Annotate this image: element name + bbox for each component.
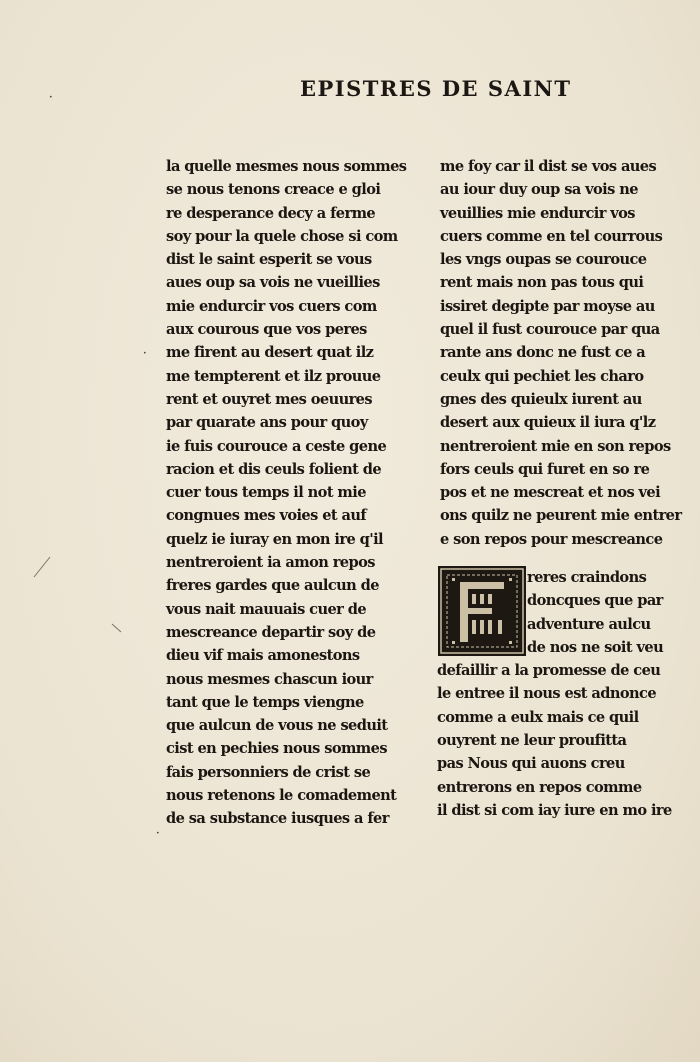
text-line: dieu vif mais amonestons	[166, 647, 360, 665]
text-line: congnues mes voies et auf	[166, 507, 367, 525]
text-line: freres gardes que aulcun de	[166, 577, 379, 595]
text-line: mescreance departir soy de	[166, 623, 376, 641]
text-line: de sa substance iusques a fer	[166, 810, 389, 828]
text-line: que aulcun de vous ne seduit	[166, 717, 388, 735]
text-line: fors ceuls qui furet en so re	[440, 460, 650, 478]
text-line: rante ans donc ne fust ce a	[440, 344, 646, 362]
text-line: ceulx qui pechiet les charo	[440, 367, 644, 385]
text-line: vous nait mauuais cuer de	[166, 600, 367, 618]
text-line: issiret degipte par moyse au	[440, 297, 655, 315]
text-line: comme a eulx mais ce quil	[437, 708, 639, 726]
text-line: e son repos pour mescreance	[440, 530, 663, 548]
text-line: cuer tous temps il not mie	[166, 484, 366, 502]
text-line: par quarate ans pour quoy	[166, 414, 368, 432]
text-line: se nous tenons creace e gloi	[166, 181, 381, 199]
text-line: me tempterent et ilz prouue	[166, 367, 381, 385]
text-line: pos et ne mescreat et nos vei	[440, 484, 661, 502]
text-line: rent et ouyret mes oeuures	[166, 390, 372, 408]
text-line: adventure aulcu	[527, 615, 651, 633]
text-line: racion et dis ceuls folient de	[166, 460, 382, 478]
text-line: la quelle mesmes nous sommes	[166, 158, 407, 175]
text-line: gnes des quieulx iurent au	[440, 390, 642, 408]
text-line: fais personniers de crist se	[166, 763, 371, 781]
text-line: me foy car il dist se vos aues	[440, 158, 657, 175]
text-line: cist en pechies nous sommes	[166, 740, 387, 758]
margin-speck: •	[143, 350, 147, 357]
text-line: rent mais non pas tous qui	[440, 274, 644, 292]
right-text-column-top	[440, 155, 680, 551]
running-head: EPISTRES DE SAINT	[300, 76, 572, 101]
text-line: entrerons en repos comme	[437, 778, 642, 796]
text-line: desert aux quieux il iura q'lz	[440, 414, 656, 432]
text-line: il dist si com iay iure en mo ire	[437, 801, 672, 819]
text-line: nentreroient ia amon repos	[166, 554, 375, 572]
text-line: ouyrent ne leur proufitta	[437, 732, 627, 750]
text-line: de nos ne soit veu	[527, 638, 664, 656]
text-line: defaillir a la promesse de ceu	[437, 662, 661, 680]
text-line: le entree il nous est adnonce	[437, 685, 657, 703]
right-text-column-bottom	[437, 566, 677, 822]
text-line: ons quilz ne peurent mie entrer	[440, 507, 682, 525]
text-line: quelz ie iuray en mon ire q'il	[166, 530, 383, 548]
text-line: ie fuis courouce a ceste gene	[166, 437, 387, 455]
text-line: veuillies mie endurcir vos	[440, 204, 635, 222]
text-line: tant que le temps viengne	[166, 693, 364, 711]
text-line: me firent au desert quat ilz	[166, 344, 374, 362]
text-line: cuers comme en tel courrous	[440, 227, 663, 245]
text-line: nentreroient mie en son repos	[440, 437, 671, 455]
margin-scratch	[110, 622, 124, 636]
text-line: aues oup sa vois ne vueillies	[166, 274, 380, 292]
text-line: quel il fust courouce par qua	[440, 321, 660, 339]
left-text-column	[166, 155, 406, 831]
text-line: reres craindons	[527, 569, 647, 586]
text-line: doncques que par	[527, 592, 663, 610]
margin-speck: •	[49, 94, 53, 101]
text-line: aux courous que vos peres	[166, 321, 367, 339]
margin-speck: •	[156, 830, 160, 837]
text-line: au iour duy oup sa vois ne	[440, 181, 638, 199]
text-line: pas Nous qui auons creu	[437, 755, 625, 773]
text-line: soy pour la quele chose si com	[166, 227, 398, 245]
text-line: dist le saint esperit se vous	[166, 251, 372, 269]
margin-scratch	[30, 555, 54, 581]
text-line: nous retenons le comadement	[166, 787, 397, 805]
text-line: re desperance decy a ferme	[166, 204, 376, 222]
text-line: les vngs oupas se courouce	[440, 251, 647, 269]
text-line: mie endurcir vos cuers com	[166, 297, 377, 315]
text-line: nous mesmes chascun iour	[166, 670, 373, 688]
